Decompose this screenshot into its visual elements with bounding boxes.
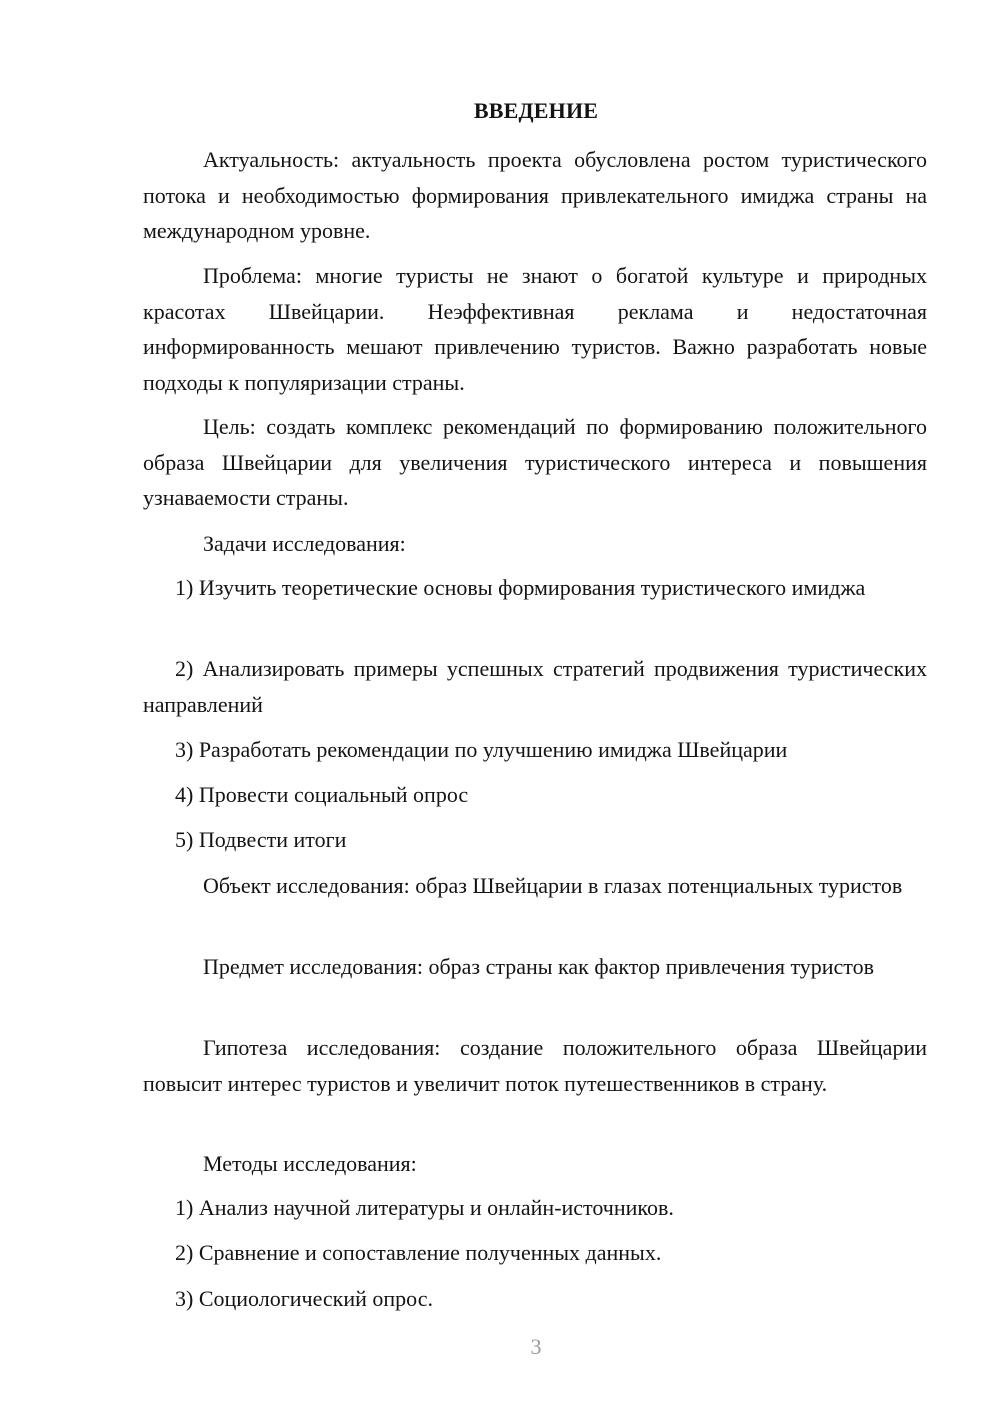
paragraph-subject: Предмет исследования: образ страны как фактор привлечения туристов bbox=[203, 954, 875, 979]
paragraph-methods-heading: Методы исследования: bbox=[203, 1151, 417, 1176]
list-item-task-3: 3) Разработать рекомендации по улучшению имиджа Швейцарии bbox=[175, 737, 788, 762]
list-item-method-3: 3) Социологический опрос. bbox=[175, 1286, 433, 1311]
list-item-method-2: 2) Сравнение и сопоставление полученных данных. bbox=[175, 1240, 662, 1265]
paragraph-problem: Проблема: многие туристы не знают о богатой культуре и природных красотах Швейцарии. Неэффективная реклама и недостаточная информированность мешают привлечению туристов. Важно разработать новые подходы к популяризации страны. bbox=[143, 263, 927, 395]
list-item-method-1: 1) Анализ научной литературы и онлайн-источников. bbox=[175, 1195, 674, 1220]
section-title: ВВЕДЕНИЕ bbox=[473, 98, 599, 123]
list-item-task-2: 2) Анализировать примеры успешных стратегий продвижения туристических направлений bbox=[143, 656, 927, 717]
list-item-task-5: 5) Подвести итоги bbox=[175, 827, 347, 852]
paragraph-goal: Цель: создать комплекс рекомендаций по формированию положительного образа Швейцарии для увеличения туристического интереса и повышения узнаваемости страны. bbox=[143, 414, 927, 510]
paragraph-hypothesis: Гипотеза исследования: создание положительного образа Швейцарии повысит интерес туристов и увеличит поток путешественников в страну. bbox=[143, 1035, 927, 1096]
paragraph-tasks-heading: Задачи исследования: bbox=[203, 531, 406, 556]
paragraph-object: Объект исследования: образ Швейцарии в глазах потенциальных туристов bbox=[203, 873, 903, 898]
page-number: 3 bbox=[530, 1334, 542, 1359]
list-item-task-4: 4) Провести социальный опрос bbox=[175, 782, 469, 807]
list-item-task-1: 1) Изучить теоретические основы формирования туристического имиджа bbox=[175, 575, 866, 600]
paragraph-relevance: Актуальность: актуальность проекта обусловлена ростом туристического потока и необходимостью формирования привлекательного имиджа страны на международном уровне. bbox=[143, 147, 927, 243]
